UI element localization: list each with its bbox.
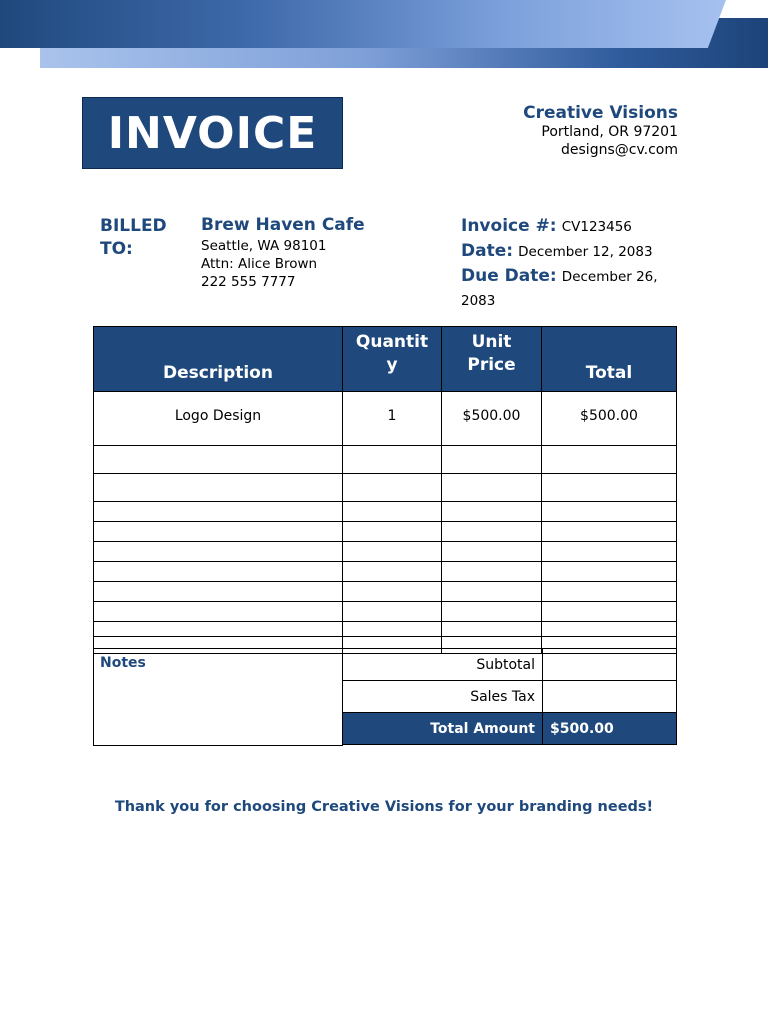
company-address: Portland, OR 97201 <box>541 124 678 140</box>
total-amount-label: Total Amount <box>343 713 543 745</box>
cell-quantity <box>343 522 442 542</box>
cell-quantity <box>343 622 442 637</box>
billed-to-label-line2: TO: <box>100 239 133 259</box>
cell-total <box>542 542 677 562</box>
cell-description <box>94 502 343 522</box>
subtotal-value <box>543 649 677 681</box>
billed-to-label <box>100 215 190 261</box>
company-info <box>523 103 678 159</box>
cell-unit-price <box>442 562 542 582</box>
invoice-date-label: Date: <box>461 241 514 261</box>
cell-unit-price <box>442 474 542 502</box>
cell-total <box>542 502 677 522</box>
summary-table <box>342 648 677 745</box>
client-attention: Attn: Alice Brown <box>201 256 318 272</box>
cell-unit-price <box>442 582 542 602</box>
cell-total <box>542 602 677 622</box>
invoice-number-row <box>461 214 691 239</box>
table-row <box>94 522 677 542</box>
cell-quantity <box>343 502 442 522</box>
client-address: Seattle, WA 98101 <box>201 238 327 254</box>
company-name: Creative Visions <box>523 103 678 123</box>
table-row <box>94 446 677 474</box>
header-description: Description <box>94 327 343 392</box>
invoice-number: CV123456 <box>561 219 632 235</box>
cell-unit-price <box>442 446 542 474</box>
company-email: designs@cv.com <box>561 142 678 158</box>
due-date: December 26, 2083 <box>461 269 658 309</box>
header-quantity-line2: y <box>386 355 398 375</box>
cell-unit-price <box>442 502 542 522</box>
total-amount-value: $500.00 <box>543 713 677 745</box>
cell-quantity <box>343 474 442 502</box>
cell-unit-price: $500.00 <box>442 392 542 446</box>
cell-description <box>94 446 343 474</box>
thank-you-message: Thank you for choosing Creative Visions for your branding needs! <box>114 799 654 815</box>
cell-unit-price <box>442 542 542 562</box>
header-unit-price <box>442 327 542 392</box>
billed-to-label-line1: BILLED <box>100 216 167 236</box>
invoice-number-label: Invoice #: <box>461 216 557 236</box>
cell-quantity <box>343 582 442 602</box>
due-date-row <box>461 264 691 311</box>
table-row <box>94 474 677 502</box>
invoice-date-row <box>461 239 691 264</box>
header-banner <box>0 0 768 70</box>
table-row <box>94 602 677 622</box>
cell-quantity <box>343 446 442 474</box>
cell-total <box>542 622 677 637</box>
header-unit-price-line2: Price <box>467 355 516 375</box>
total-row <box>343 713 677 745</box>
tax-value <box>543 681 677 713</box>
client-name: Brew Haven Cafe <box>201 215 365 235</box>
cell-description <box>94 562 343 582</box>
cell-quantity: 1 <box>343 392 442 446</box>
client-info <box>201 215 365 291</box>
cell-total: $500.00 <box>542 392 677 446</box>
cell-total <box>542 562 677 582</box>
tax-label: Sales Tax <box>343 681 543 713</box>
cell-total <box>542 474 677 502</box>
table-row <box>94 582 677 602</box>
cell-unit-price <box>442 622 542 637</box>
table-row <box>94 542 677 562</box>
notes-label: Notes <box>100 655 146 671</box>
cell-description <box>94 582 343 602</box>
cell-total <box>542 522 677 542</box>
cell-description <box>94 522 343 542</box>
table-row <box>94 502 677 522</box>
table-row <box>94 392 677 446</box>
header-quantity <box>343 327 442 392</box>
header-unit-price-line1: Unit <box>471 332 512 352</box>
cell-quantity <box>343 542 442 562</box>
cell-quantity <box>343 602 442 622</box>
items-table <box>93 326 677 654</box>
header-total: Total <box>542 327 677 392</box>
cell-total <box>542 582 677 602</box>
due-date-label: Due Date: <box>461 266 557 286</box>
notes-box <box>93 648 343 746</box>
banner-front-stripe <box>0 0 726 48</box>
cell-description <box>94 622 343 637</box>
invoice-title: INVOICE <box>82 97 343 169</box>
cell-quantity <box>343 562 442 582</box>
client-phone: 222 555 7777 <box>201 274 296 290</box>
subtotal-label: Subtotal <box>343 649 543 681</box>
cell-unit-price <box>442 522 542 542</box>
header-quantity-line1: Quantit <box>355 332 429 352</box>
cell-description <box>94 542 343 562</box>
invoice-meta <box>461 214 691 311</box>
tax-row <box>343 681 677 713</box>
subtotal-row <box>343 649 677 681</box>
invoice-date: December 12, 2083 <box>518 244 653 260</box>
cell-description <box>94 474 343 502</box>
items-header-row <box>94 327 677 392</box>
table-row <box>94 622 677 637</box>
cell-description <box>94 602 343 622</box>
cell-unit-price <box>442 602 542 622</box>
cell-total <box>542 446 677 474</box>
table-row <box>94 562 677 582</box>
cell-description: Logo Design <box>94 392 343 446</box>
